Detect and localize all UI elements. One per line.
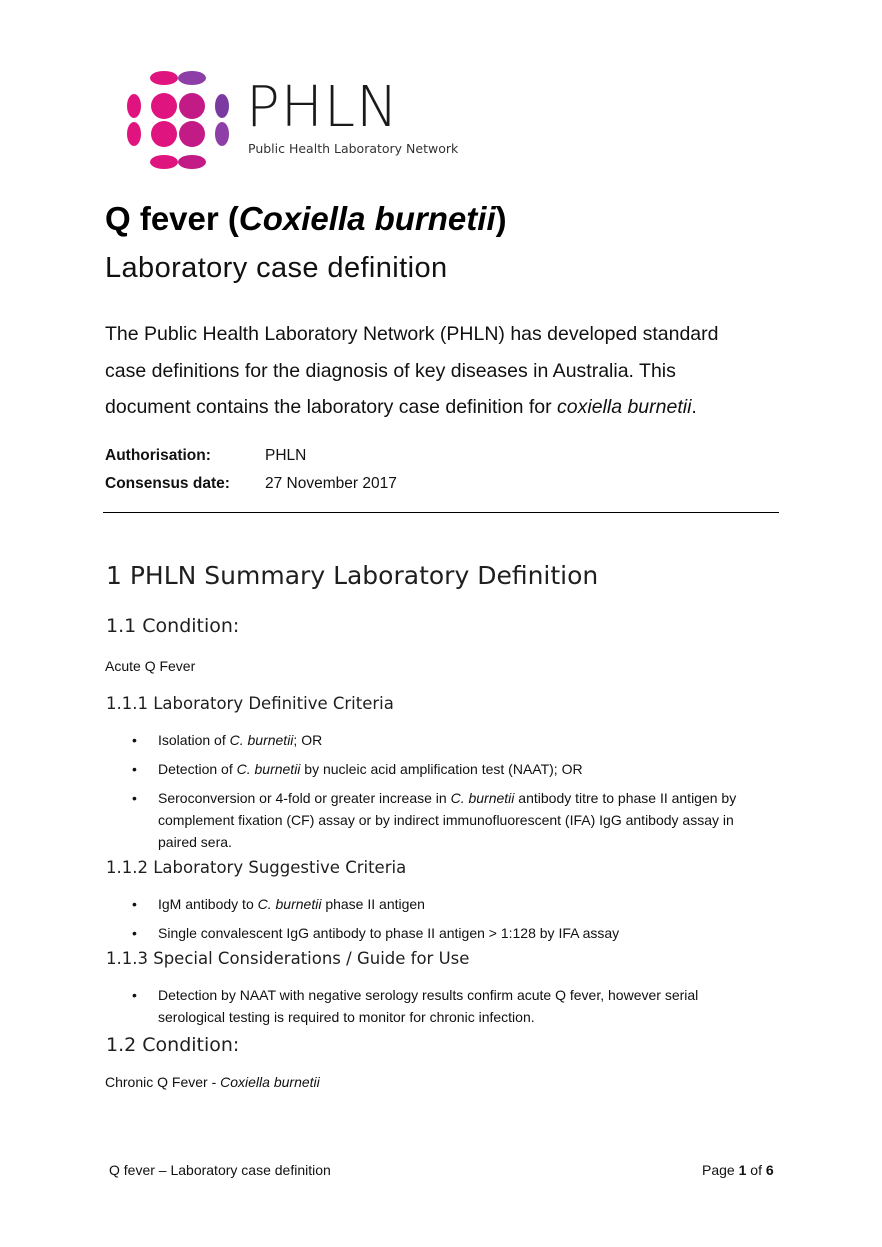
section-1-1-2-heading: 1.1.2 Laboratory Suggestive Criteria — [106, 858, 407, 877]
footer-document-name: Q fever – Laboratory case definition — [109, 1162, 331, 1178]
consensus-date-value: 27 November 2017 — [265, 475, 397, 492]
consensus-date-label: Consensus date: — [105, 475, 230, 492]
section-1-2-heading: 1.2 Condition: — [106, 1034, 240, 1056]
list-item: • Detection by NAAT with negative serology results confirm acute Q fever, however serial serological testing is required to monitor for chronic infection. — [158, 984, 798, 1028]
authorisation-label: Authorisation: — [105, 447, 211, 464]
document-subtitle: Laboratory case definition — [105, 252, 448, 284]
section-1-1-1-heading: 1.1.1 Laboratory Definitive Criteria — [106, 694, 394, 713]
authorisation-value: PHLN — [265, 447, 307, 464]
list-item: • Detection of C. burnetii by nucleic acid amplification test (NAAT); OR — [158, 758, 798, 780]
logo-subtitle: Public Health Laboratory Network — [248, 141, 459, 156]
list-item: • Seroconversion or 4-fold or greater increase in C. burnetii antibody titre to phase II antigen by complement fixation (CF) assay or by indirect immunofluorescent (IFA) IgG antibody assay in paired sera. — [158, 787, 798, 853]
condition-chronic: Chronic Q Fever - Coxiella burnetii — [105, 1074, 320, 1090]
logo-name: PHLN — [246, 75, 399, 140]
logo-dots-icon — [127, 70, 229, 169]
list-item: • IgM antibody to C. burnetii phase II antigen — [158, 893, 798, 915]
logo-wordmark — [246, 75, 399, 140]
section-1-1-3-heading: 1.1.3 Special Considerations / Guide for Use — [106, 949, 470, 968]
condition-acute: Acute Q Fever — [105, 658, 196, 674]
list-item: • Isolation of C. burnetii; OR — [158, 729, 798, 751]
list-item: • Single convalescent IgG antibody to phase II antigen > 1:128 by IFA assay — [158, 922, 798, 944]
document-title: Q fever (Coxiella burnetii) — [105, 200, 507, 237]
intro-paragraph: The Public Health Laboratory Network (PHLN) has developed standard case definitions for the diagnosis of key diseases in Australia. This document contains the laboratory case definition for coxiella burnetii. — [105, 323, 719, 418]
section-1-1-heading: 1.1 Condition: — [106, 615, 240, 637]
footer-page-number: Page 1 of 6 — [702, 1162, 774, 1178]
section-1-heading: 1 PHLN Summary Laboratory Definition — [106, 561, 599, 590]
divider — [103, 512, 779, 513]
